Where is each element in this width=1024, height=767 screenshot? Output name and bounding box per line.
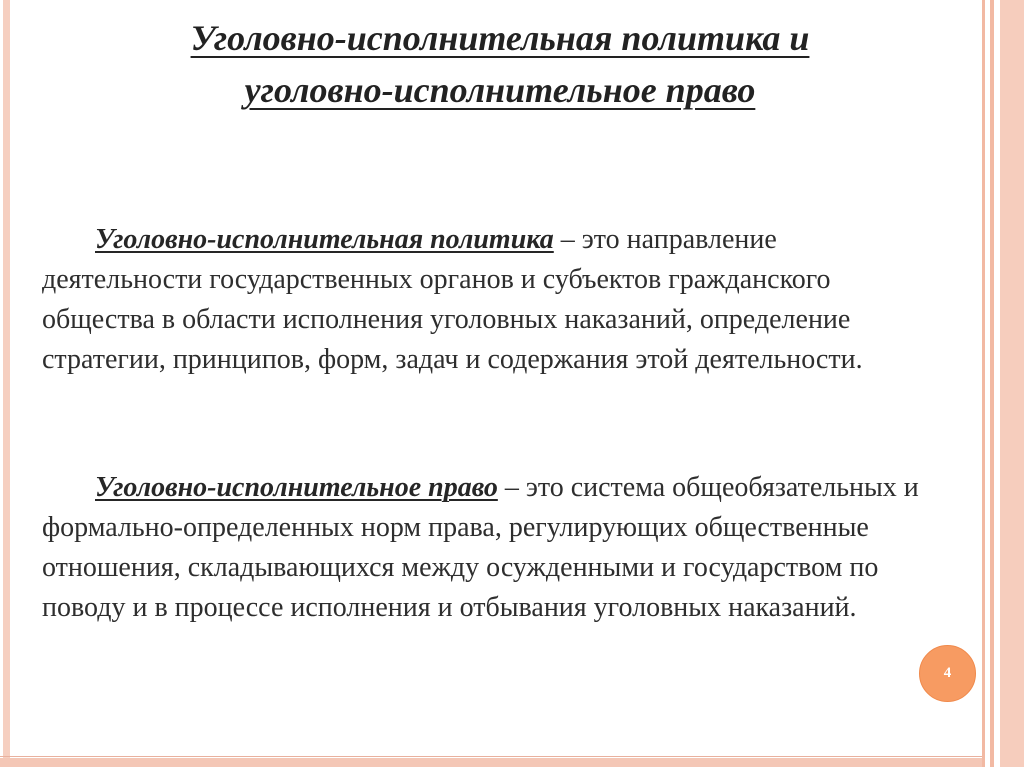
definition-paragraph-policy: [42, 220, 942, 380]
definition-policy-text: – это направление деятельности государственных органов и субъектов гражданского общества в области исполнения уголовных наказаний, определение стратегии, принципов, форм, задач и содержания этой деятельности.: [42, 224, 863, 375]
frame-bottom-stripe: [0, 758, 1024, 767]
term-policy: Уголовно-исполнительная политика: [95, 224, 554, 255]
page-number-badge: 4: [919, 645, 976, 702]
definition-law-text: – это система общеобязательных и формально-определенных норм права, регулирующих общественные отношения, складывающихся между осужденными и государством по поводу и в процессе исполнения и отбывания уголовных наказаний.: [42, 472, 919, 623]
title-line-1: Уголовно-исполнительная политика и: [190, 18, 810, 58]
title-line-2: уголовно-исполнительное право: [244, 70, 756, 110]
frame-bottom-line: [0, 756, 1024, 757]
slide-title: [60, 12, 940, 116]
frame-right-stripes: [982, 0, 1024, 767]
definition-paragraph-law: [42, 468, 942, 628]
frame-left-stripe: [3, 0, 10, 767]
term-law: Уголовно-исполнительное право: [95, 472, 498, 503]
